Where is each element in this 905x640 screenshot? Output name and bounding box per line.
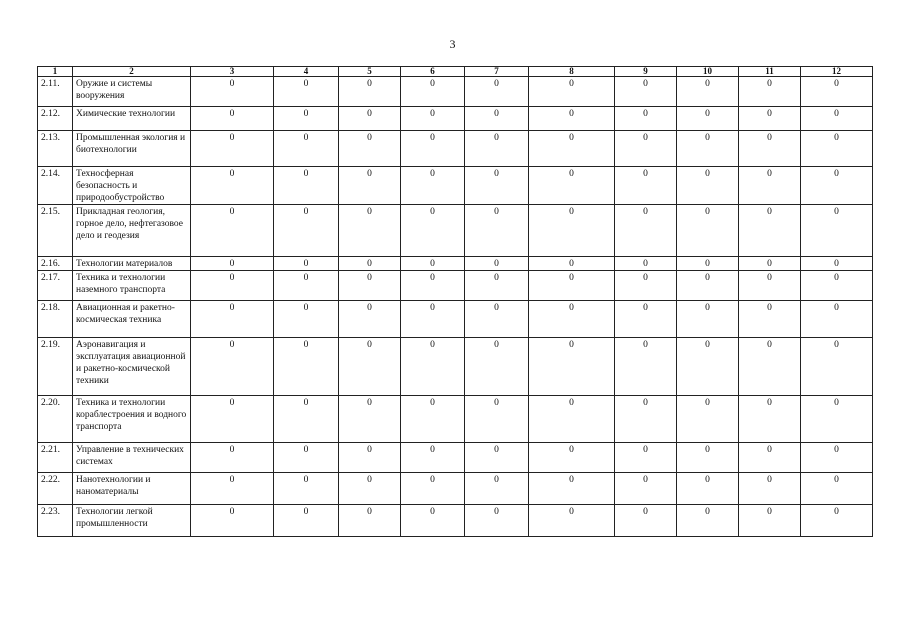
cell-value: 0 — [801, 167, 873, 205]
cell-value: 0 — [191, 301, 274, 338]
cell-value: 0 — [401, 257, 465, 271]
cell-value: 0 — [801, 257, 873, 271]
row-name: Промышленная экология и биотехнологии — [73, 131, 191, 167]
table-row — [38, 505, 873, 537]
cell-value: 0 — [801, 338, 873, 396]
cell-value: 0 — [339, 473, 401, 505]
row-name: Нанотехнологии и наноматериалы — [73, 473, 191, 505]
row-name: Химические технологии — [73, 107, 191, 131]
cell-value: 0 — [677, 77, 739, 107]
cell-value: 0 — [339, 107, 401, 131]
column-header-11: 11 — [739, 67, 801, 77]
row-name: Техносферная безопасность и природообустройство — [73, 167, 191, 205]
cell-value: 0 — [615, 131, 677, 167]
cell-value: 0 — [801, 77, 873, 107]
cell-value: 0 — [339, 271, 401, 301]
cell-value: 0 — [529, 131, 615, 167]
cell-value: 0 — [529, 257, 615, 271]
column-header-12: 12 — [801, 67, 873, 77]
row-name: Аэронавигация и эксплуатация авиационной и ракетно-космической техники — [73, 338, 191, 396]
row-name: Оружие и системы вооружения — [73, 77, 191, 107]
cell-value: 0 — [191, 473, 274, 505]
cell-value: 0 — [529, 505, 615, 537]
cell-value: 0 — [339, 505, 401, 537]
cell-value: 0 — [274, 77, 339, 107]
column-header-2: 2 — [73, 67, 191, 77]
cell-value: 0 — [739, 205, 801, 257]
cell-value: 0 — [274, 443, 339, 473]
table-row — [38, 107, 873, 131]
cell-value: 0 — [191, 396, 274, 443]
cell-value: 0 — [339, 167, 401, 205]
statistics-table — [37, 66, 873, 537]
cell-value: 0 — [615, 301, 677, 338]
cell-value: 0 — [191, 77, 274, 107]
column-header-8: 8 — [529, 67, 615, 77]
cell-value: 0 — [191, 257, 274, 271]
row-number: 2.17. — [38, 271, 73, 301]
row-name: Технологии материалов — [73, 257, 191, 271]
cell-value: 0 — [739, 505, 801, 537]
header-row — [38, 67, 873, 77]
cell-value: 0 — [615, 505, 677, 537]
cell-value: 0 — [401, 443, 465, 473]
cell-value: 0 — [615, 338, 677, 396]
cell-value: 0 — [401, 205, 465, 257]
row-number: 2.12. — [38, 107, 73, 131]
cell-value: 0 — [529, 396, 615, 443]
cell-value: 0 — [739, 257, 801, 271]
row-number: 2.23. — [38, 505, 73, 537]
cell-value: 0 — [274, 473, 339, 505]
cell-value: 0 — [739, 338, 801, 396]
cell-value: 0 — [677, 301, 739, 338]
row-name: Технологии легкой промышленности — [73, 505, 191, 537]
cell-value: 0 — [465, 473, 529, 505]
cell-value: 0 — [615, 396, 677, 443]
row-name: Техника и технологии наземного транспорта — [73, 271, 191, 301]
table-row — [38, 473, 873, 505]
cell-value: 0 — [465, 131, 529, 167]
cell-value: 0 — [615, 257, 677, 271]
cell-value: 0 — [401, 77, 465, 107]
cell-value: 0 — [677, 205, 739, 257]
row-number: 2.14. — [38, 167, 73, 205]
cell-value: 0 — [191, 107, 274, 131]
cell-value: 0 — [677, 131, 739, 167]
cell-value: 0 — [529, 338, 615, 396]
row-number: 2.21. — [38, 443, 73, 473]
cell-value: 0 — [465, 505, 529, 537]
cell-value: 0 — [465, 338, 529, 396]
cell-value: 0 — [401, 301, 465, 338]
table-row — [38, 338, 873, 396]
table-row — [38, 396, 873, 443]
table-row — [38, 301, 873, 338]
column-header-10: 10 — [677, 67, 739, 77]
cell-value: 0 — [801, 271, 873, 301]
cell-value: 0 — [677, 167, 739, 205]
cell-value: 0 — [274, 505, 339, 537]
cell-value: 0 — [801, 131, 873, 167]
cell-value: 0 — [401, 338, 465, 396]
cell-value: 0 — [339, 338, 401, 396]
cell-value: 0 — [465, 301, 529, 338]
row-name: Прикладная геология, горное дело, нефтегазовое дело и геодезия — [73, 205, 191, 257]
cell-value: 0 — [465, 271, 529, 301]
cell-value: 0 — [801, 107, 873, 131]
table-row — [38, 271, 873, 301]
cell-value: 0 — [801, 443, 873, 473]
cell-value: 0 — [401, 131, 465, 167]
row-number: 2.20. — [38, 396, 73, 443]
cell-value: 0 — [677, 257, 739, 271]
row-name: Управление в технических системах — [73, 443, 191, 473]
row-number: 2.16. — [38, 257, 73, 271]
cell-value: 0 — [465, 167, 529, 205]
cell-value: 0 — [191, 131, 274, 167]
column-header-9: 9 — [615, 67, 677, 77]
row-number: 2.22. — [38, 473, 73, 505]
table-row — [38, 131, 873, 167]
cell-value: 0 — [615, 271, 677, 301]
cell-value: 0 — [801, 205, 873, 257]
cell-value: 0 — [339, 396, 401, 443]
cell-value: 0 — [339, 77, 401, 107]
cell-value: 0 — [801, 505, 873, 537]
cell-value: 0 — [739, 301, 801, 338]
cell-value: 0 — [615, 473, 677, 505]
cell-value: 0 — [339, 257, 401, 271]
table-row — [38, 257, 873, 271]
row-number: 2.13. — [38, 131, 73, 167]
column-header-5: 5 — [339, 67, 401, 77]
cell-value: 0 — [191, 443, 274, 473]
cell-value: 0 — [739, 473, 801, 505]
cell-value: 0 — [677, 271, 739, 301]
cell-value: 0 — [401, 396, 465, 443]
cell-value: 0 — [615, 167, 677, 205]
cell-value: 0 — [739, 167, 801, 205]
cell-value: 0 — [801, 473, 873, 505]
cell-value: 0 — [191, 338, 274, 396]
cell-value: 0 — [274, 257, 339, 271]
column-header-7: 7 — [465, 67, 529, 77]
cell-value: 0 — [191, 271, 274, 301]
cell-value: 0 — [339, 205, 401, 257]
cell-value: 0 — [529, 443, 615, 473]
table-row — [38, 205, 873, 257]
cell-value: 0 — [739, 271, 801, 301]
cell-value: 0 — [677, 505, 739, 537]
column-header-1: 1 — [38, 67, 73, 77]
cell-value: 0 — [465, 205, 529, 257]
cell-value: 0 — [739, 107, 801, 131]
cell-value: 0 — [401, 107, 465, 131]
cell-value: 0 — [615, 77, 677, 107]
cell-value: 0 — [339, 443, 401, 473]
column-header-4: 4 — [274, 67, 339, 77]
cell-value: 0 — [465, 107, 529, 131]
cell-value: 0 — [677, 473, 739, 505]
cell-value: 0 — [615, 107, 677, 131]
table-row — [38, 167, 873, 205]
cell-value: 0 — [615, 205, 677, 257]
row-name: Техника и технологии кораблестроения и водного транспорта — [73, 396, 191, 443]
cell-value: 0 — [529, 107, 615, 131]
cell-value: 0 — [677, 443, 739, 473]
cell-value: 0 — [274, 131, 339, 167]
cell-value: 0 — [191, 505, 274, 537]
table-row — [38, 77, 873, 107]
table-row — [38, 443, 873, 473]
cell-value: 0 — [274, 396, 339, 443]
cell-value: 0 — [529, 205, 615, 257]
cell-value: 0 — [401, 473, 465, 505]
column-header-3: 3 — [191, 67, 274, 77]
cell-value: 0 — [801, 396, 873, 443]
cell-value: 0 — [465, 396, 529, 443]
cell-value: 0 — [529, 167, 615, 205]
cell-value: 0 — [401, 271, 465, 301]
cell-value: 0 — [191, 205, 274, 257]
row-number: 2.15. — [38, 205, 73, 257]
cell-value: 0 — [274, 107, 339, 131]
cell-value: 0 — [677, 107, 739, 131]
cell-value: 0 — [191, 167, 274, 205]
row-number: 2.19. — [38, 338, 73, 396]
cell-value: 0 — [339, 301, 401, 338]
row-name: Авиационная и ракетно-космическая техника — [73, 301, 191, 338]
cell-value: 0 — [465, 257, 529, 271]
cell-value: 0 — [801, 301, 873, 338]
cell-value: 0 — [529, 77, 615, 107]
cell-value: 0 — [677, 396, 739, 443]
cell-value: 0 — [739, 77, 801, 107]
cell-value: 0 — [339, 131, 401, 167]
cell-value: 0 — [465, 443, 529, 473]
cell-value: 0 — [274, 338, 339, 396]
cell-value: 0 — [529, 473, 615, 505]
row-number: 2.18. — [38, 301, 73, 338]
cell-value: 0 — [529, 301, 615, 338]
page-number: 3 — [449, 37, 456, 51]
cell-value: 0 — [739, 443, 801, 473]
cell-value: 0 — [677, 338, 739, 396]
cell-value: 0 — [401, 505, 465, 537]
cell-value: 0 — [529, 271, 615, 301]
cell-value: 0 — [401, 167, 465, 205]
cell-value: 0 — [274, 205, 339, 257]
cell-value: 0 — [274, 271, 339, 301]
cell-value: 0 — [274, 301, 339, 338]
row-number: 2.11. — [38, 77, 73, 107]
cell-value: 0 — [274, 167, 339, 205]
table-body — [38, 77, 873, 537]
column-header-6: 6 — [401, 67, 465, 77]
cell-value: 0 — [739, 396, 801, 443]
cell-value: 0 — [465, 77, 529, 107]
cell-value: 0 — [739, 131, 801, 167]
cell-value: 0 — [615, 443, 677, 473]
